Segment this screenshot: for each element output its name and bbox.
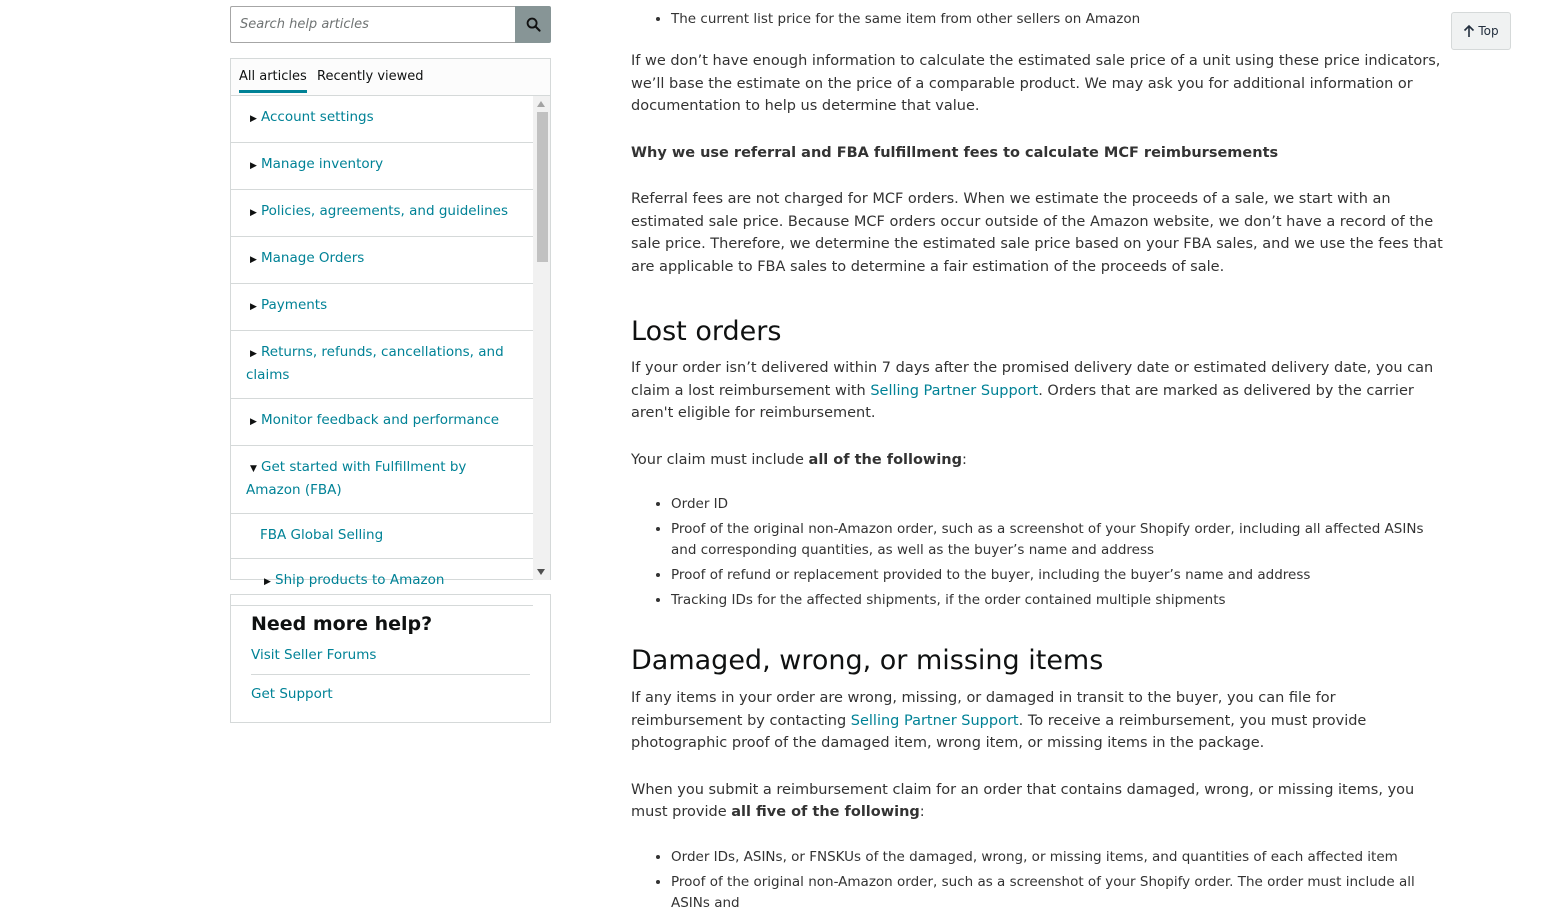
search-bar	[230, 6, 550, 43]
visit-seller-forums-link[interactable]: Visit Seller Forums	[251, 647, 377, 663]
expand-triangle-icon: ▶	[250, 208, 257, 218]
text: If any items in your order are wrong, missing, or damaged in transit to the buyer, you can file for reimbursement by contacting	[631, 690, 1336, 729]
paragraph	[631, 779, 1446, 824]
nav-item-label[interactable]: Account settings	[261, 109, 374, 125]
scroll-thumb[interactable]	[537, 112, 548, 262]
expand-triangle-icon: ▶	[250, 349, 257, 359]
bullet-list	[631, 9, 1446, 30]
paragraph: If we don’t have enough information to calculate the estimated sale price of a unit using these price indicators, we’ll base the estimate on the price of a comparable product. We may ask you for additional information or documentation to help us determine that value.	[631, 53, 1441, 114]
list-item: • Tracking IDs for the affected shipments, if the order contained multiple shipments	[671, 590, 1446, 611]
text: . Orders that are marked as delivered by the carrier aren't eligible for reimbursement.	[631, 382, 1414, 421]
paragraph	[631, 687, 1446, 755]
back-to-top-button[interactable]	[1451, 12, 1511, 50]
arrow-up-icon	[1463, 24, 1475, 38]
bullet-list	[631, 494, 1446, 611]
strong-text: all of the following	[808, 451, 962, 468]
text: When you submit a reimbursement claim for an order that contains damaged, wrong, or missing items, you must provide	[631, 781, 1415, 820]
nav-item-returns[interactable]	[231, 331, 533, 399]
nav-item-policies[interactable]	[231, 190, 533, 237]
expand-triangle-icon: ▶	[250, 302, 257, 312]
top-label: Top	[1478, 24, 1499, 38]
nav-item-label[interactable]: Policies, agreements, and guidelines	[261, 203, 508, 219]
heading-damaged-items: Damaged, wrong, or missing items	[631, 645, 1104, 676]
divider	[251, 674, 530, 675]
text: If your order isn’t delivered within 7 days after the promised delivery date or estimated delivery date, you can claim a lost reimbursement with	[631, 360, 1434, 399]
list-item: • Order IDs, ASINs, or FNSKUs of the damaged, wrong, or missing items, and quantities of each affected item	[671, 847, 1446, 868]
paragraph: Referral fees are not charged for MCF orders. When we estimate the proceeds of a sale, we start with an estimated sale price. Because MCF orders occur outside of the Amazon website, we don’t have a record of the sale price. Therefore, we determine the estimated sale price based on your FBA sales, and we use the fees that are applicable to FBA sales to determine a fair estimation of the proceeds of sale.	[631, 191, 1443, 275]
nav-item-label[interactable]: Payments	[261, 297, 328, 313]
strong-text: all five of the following	[731, 804, 920, 820]
help-title: Need more help?	[251, 613, 433, 635]
nav-tabs	[231, 59, 550, 96]
list-item: • Proof of refund or replacement provided to the buyer, including the buyer’s name and address	[671, 565, 1446, 586]
bullet-list	[631, 847, 1446, 914]
tab-all-articles[interactable]: All articles	[239, 69, 307, 93]
article-navigation	[230, 58, 551, 588]
list-item: • Proof of the original non-Amazon order, such as a screenshot of your Shopify order, including all affected ASINs and corresponding quantities, as well as the buyer’s name and address	[671, 519, 1446, 561]
nav-item-label[interactable]: Manage inventory	[261, 156, 384, 172]
get-support-link[interactable]: Get Support	[251, 686, 333, 702]
nav-item-manage-inventory[interactable]	[231, 143, 533, 190]
search-input[interactable]	[230, 6, 515, 43]
nav-item-fba-global-selling[interactable]	[231, 514, 533, 559]
scroll-up-icon[interactable]	[537, 101, 545, 107]
nav-item-payments[interactable]	[231, 284, 533, 331]
nav-item-label[interactable]: Get started with Fulfillment by Amazon (FBA)	[246, 459, 467, 498]
nav-item-account-settings[interactable]	[231, 96, 533, 143]
text: . To receive a reimbursement, you must provide photographic proof of the damaged item, wrong item, or missing items in the package.	[631, 712, 1367, 751]
nav-item-label[interactable]: Monitor feedback and performance	[261, 412, 500, 428]
selling-partner-support-link[interactable]: Selling Partner Support	[870, 382, 1039, 399]
paragraph	[631, 449, 1446, 472]
need-help-box	[230, 594, 551, 723]
expand-triangle-icon: ▶	[250, 114, 257, 124]
tab-recently-viewed[interactable]: Recently viewed	[317, 69, 424, 84]
scroll-down-icon[interactable]	[537, 569, 545, 575]
text: :	[962, 451, 967, 468]
expand-triangle-icon: ▶	[264, 577, 271, 587]
search-button[interactable]	[515, 6, 551, 43]
expand-triangle-icon: ▶	[250, 255, 257, 265]
subheading: Why we use referral and FBA fulfillment fees to calculate MCF reimbursements	[631, 144, 1279, 161]
article-content	[631, 0, 1446, 918]
nav-item-manage-orders[interactable]	[231, 237, 533, 284]
nav-item-label[interactable]: Manage Orders	[261, 250, 365, 266]
expand-triangle-icon: ▶	[250, 161, 257, 171]
nav-list	[231, 96, 533, 588]
collapse-triangle-icon: ▼	[250, 464, 257, 474]
nav-item-monitor-feedback[interactable]	[231, 399, 533, 446]
paragraph	[631, 357, 1446, 425]
nav-item-label[interactable]: Ship products to Amazon	[275, 572, 445, 588]
text: Your claim must include	[631, 451, 809, 468]
text: :	[919, 804, 925, 820]
nav-scrollbar[interactable]	[533, 96, 550, 580]
expand-triangle-icon: ▶	[250, 417, 257, 427]
list-item: • Proof of the original non-Amazon order, such as a screenshot of your Shopify order. The order must include all ASINs and	[671, 872, 1446, 914]
list-item: • The current list price for the same item from other sellers on Amazon	[671, 9, 1446, 30]
nav-item-get-started-fba[interactable]	[231, 446, 533, 514]
selling-partner-support-link[interactable]: Selling Partner Support	[850, 712, 1019, 729]
nav-item-label[interactable]: Returns, refunds, cancellations, and claims	[246, 344, 504, 383]
list-item: • Order ID	[671, 494, 1446, 515]
heading-lost-orders: Lost orders	[631, 316, 782, 347]
search-icon	[526, 17, 541, 32]
nav-item-label[interactable]: FBA Global Selling	[260, 527, 384, 543]
